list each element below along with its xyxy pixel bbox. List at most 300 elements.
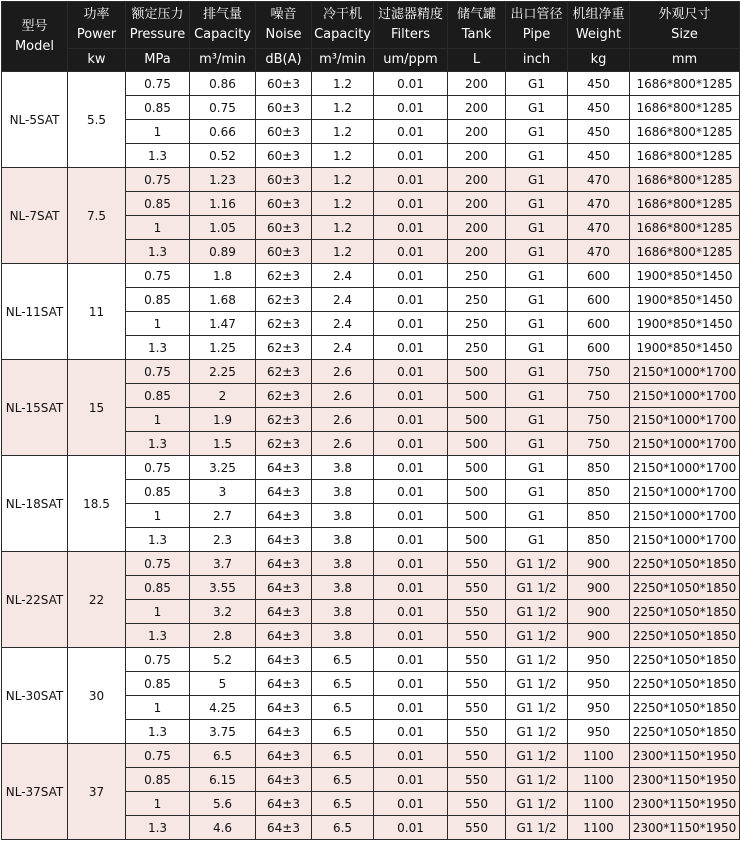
size-cell: 2300*1150*1950: [630, 792, 740, 816]
noise-cell: 62±3: [256, 408, 312, 432]
model-cell: NL-22SAT: [2, 552, 68, 648]
size-cell: 1686*800*1285: [630, 168, 740, 192]
header-tank: [448, 2, 506, 49]
size-cell: 1900*850*1450: [630, 312, 740, 336]
weight-cell: 900: [568, 600, 630, 624]
table-row: [2, 456, 740, 480]
pipe-cell: G1: [506, 264, 568, 288]
dryer-capacity-cell: 6.5: [312, 672, 374, 696]
pipe-cell: G1: [506, 216, 568, 240]
dryer-capacity-cell: 2.6: [312, 432, 374, 456]
size-cell: 2150*1000*1700: [630, 432, 740, 456]
size-cell: 2150*1000*1700: [630, 504, 740, 528]
noise-cell: 64±3: [256, 720, 312, 744]
header-pressure-cn: 额定压力: [131, 7, 184, 22]
header-noise-en: Noise: [265, 27, 302, 42]
dryer-capacity-cell: 2.4: [312, 288, 374, 312]
size-cell: 2250*1050*1850: [630, 720, 740, 744]
filters-cell: 0.01: [374, 168, 448, 192]
pressure-cell: 1.3: [126, 336, 190, 360]
tank-cell: 250: [448, 264, 506, 288]
dryer-capacity-cell: 1.2: [312, 216, 374, 240]
tank-cell: 550: [448, 768, 506, 792]
pressure-cell: 0.85: [126, 672, 190, 696]
pipe-cell: G1: [506, 504, 568, 528]
dryer-capacity-cell: 3.8: [312, 528, 374, 552]
pipe-cell: G1 1/2: [506, 768, 568, 792]
pressure-cell: 1.3: [126, 624, 190, 648]
dryer-capacity-cell: 6.5: [312, 792, 374, 816]
pipe-cell: G1: [506, 288, 568, 312]
noise-cell: 60±3: [256, 120, 312, 144]
weight-cell: 600: [568, 288, 630, 312]
tank-cell: 200: [448, 72, 506, 96]
header-tank-cn: 储气罐: [456, 7, 496, 22]
unit-tank: L: [448, 49, 506, 72]
table-row: [2, 552, 740, 576]
pipe-cell: G1 1/2: [506, 744, 568, 768]
noise-cell: 62±3: [256, 432, 312, 456]
dryer-capacity-cell: 6.5: [312, 816, 374, 840]
weight-cell: 850: [568, 528, 630, 552]
capacity-cell: 6.5: [190, 744, 256, 768]
pipe-cell: G1: [506, 528, 568, 552]
noise-cell: 60±3: [256, 240, 312, 264]
dryer-capacity-cell: 3.8: [312, 624, 374, 648]
pressure-cell: 0.75: [126, 552, 190, 576]
pressure-cell: 0.75: [126, 456, 190, 480]
dryer-capacity-cell: 3.8: [312, 576, 374, 600]
pressure-cell: 1: [126, 792, 190, 816]
capacity-cell: 1.8: [190, 264, 256, 288]
capacity-cell: 5.6: [190, 792, 256, 816]
dryer-capacity-cell: 1.2: [312, 168, 374, 192]
dryer-capacity-cell: 2.6: [312, 360, 374, 384]
pressure-cell: 1.3: [126, 240, 190, 264]
filters-cell: 0.01: [374, 432, 448, 456]
size-cell: 1686*800*1285: [630, 240, 740, 264]
noise-cell: 62±3: [256, 288, 312, 312]
noise-cell: 62±3: [256, 384, 312, 408]
weight-cell: 450: [568, 144, 630, 168]
size-cell: 2250*1050*1850: [630, 600, 740, 624]
capacity-cell: 0.66: [190, 120, 256, 144]
capacity-cell: 5.2: [190, 648, 256, 672]
pipe-cell: G1 1/2: [506, 600, 568, 624]
power-cell: 15: [68, 360, 126, 456]
dryer-capacity-cell: 3.8: [312, 552, 374, 576]
header-size-cn: 外观尺寸: [658, 7, 711, 22]
filters-cell: 0.01: [374, 216, 448, 240]
capacity-cell: 4.25: [190, 696, 256, 720]
power-cell: 18.5: [68, 456, 126, 552]
filters-cell: 0.01: [374, 480, 448, 504]
header-capacity: [190, 2, 256, 49]
weight-cell: 470: [568, 216, 630, 240]
tank-cell: 250: [448, 312, 506, 336]
pipe-cell: G1: [506, 240, 568, 264]
header-power: [68, 2, 126, 49]
pipe-cell: G1: [506, 72, 568, 96]
size-cell: 2300*1150*1950: [630, 768, 740, 792]
pressure-cell: 1: [126, 504, 190, 528]
table-row: [2, 648, 740, 672]
dryer-capacity-cell: 6.5: [312, 648, 374, 672]
capacity-cell: 3.7: [190, 552, 256, 576]
pipe-cell: G1: [506, 384, 568, 408]
noise-cell: 64±3: [256, 696, 312, 720]
power-cell: 37: [68, 744, 126, 840]
capacity-cell: 0.52: [190, 144, 256, 168]
table-row: [2, 72, 740, 96]
table-header: [2, 2, 740, 72]
size-cell: 2250*1050*1850: [630, 624, 740, 648]
tank-cell: 250: [448, 336, 506, 360]
size-cell: 2150*1000*1700: [630, 408, 740, 432]
tank-cell: 550: [448, 744, 506, 768]
pressure-cell: 0.85: [126, 576, 190, 600]
weight-cell: 850: [568, 504, 630, 528]
capacity-cell: 3.75: [190, 720, 256, 744]
filters-cell: 0.01: [374, 312, 448, 336]
header-weight-cn: 机组净重: [572, 7, 625, 22]
dryer-capacity-cell: 2.6: [312, 384, 374, 408]
pipe-cell: G1: [506, 168, 568, 192]
header-pipe-cn: 出口管径: [510, 7, 563, 22]
filters-cell: 0.01: [374, 504, 448, 528]
dryer-capacity-cell: 3.8: [312, 600, 374, 624]
dryer-capacity-cell: 6.5: [312, 768, 374, 792]
weight-cell: 470: [568, 168, 630, 192]
capacity-cell: 4.6: [190, 816, 256, 840]
filters-cell: 0.01: [374, 576, 448, 600]
filters-cell: 0.01: [374, 384, 448, 408]
filters-cell: 0.01: [374, 696, 448, 720]
noise-cell: 62±3: [256, 312, 312, 336]
dryer-capacity-cell: 3.8: [312, 456, 374, 480]
tank-cell: 500: [448, 504, 506, 528]
size-cell: 1686*800*1285: [630, 144, 740, 168]
weight-cell: 450: [568, 120, 630, 144]
size-cell: 2150*1000*1700: [630, 360, 740, 384]
pipe-cell: G1 1/2: [506, 552, 568, 576]
header-pipe-en: Pipe: [522, 27, 551, 42]
pipe-cell: G1 1/2: [506, 672, 568, 696]
size-cell: 1686*800*1285: [630, 72, 740, 96]
dryer-capacity-cell: 2.4: [312, 336, 374, 360]
noise-cell: 62±3: [256, 264, 312, 288]
noise-cell: 64±3: [256, 792, 312, 816]
pipe-cell: G1: [506, 432, 568, 456]
noise-cell: 60±3: [256, 192, 312, 216]
pipe-cell: G1: [506, 336, 568, 360]
size-cell: 1900*850*1450: [630, 336, 740, 360]
noise-cell: 60±3: [256, 72, 312, 96]
capacity-cell: 1.16: [190, 192, 256, 216]
weight-cell: 470: [568, 192, 630, 216]
filters-cell: 0.01: [374, 672, 448, 696]
filters-cell: 0.01: [374, 408, 448, 432]
capacity-cell: 1.68: [190, 288, 256, 312]
size-cell: 2300*1150*1950: [630, 816, 740, 840]
capacity-cell: 3.25: [190, 456, 256, 480]
pressure-cell: 1: [126, 600, 190, 624]
capacity-cell: 1.9: [190, 408, 256, 432]
power-cell: 7.5: [68, 168, 126, 264]
pressure-cell: 1: [126, 216, 190, 240]
filters-cell: 0.01: [374, 336, 448, 360]
tank-cell: 550: [448, 600, 506, 624]
tank-cell: 200: [448, 192, 506, 216]
size-cell: 1686*800*1285: [630, 192, 740, 216]
noise-cell: 64±3: [256, 768, 312, 792]
size-cell: 2300*1150*1950: [630, 744, 740, 768]
dryer-capacity-cell: 3.8: [312, 480, 374, 504]
size-cell: 1686*800*1285: [630, 120, 740, 144]
header-model: [2, 2, 68, 72]
table-row: [2, 264, 740, 288]
pipe-cell: G1: [506, 120, 568, 144]
capacity-cell: 3: [190, 480, 256, 504]
filters-cell: 0.01: [374, 192, 448, 216]
noise-cell: 64±3: [256, 624, 312, 648]
tank-cell: 550: [448, 576, 506, 600]
pipe-cell: G1 1/2: [506, 576, 568, 600]
dryer-capacity-cell: 1.2: [312, 144, 374, 168]
weight-cell: 850: [568, 456, 630, 480]
filters-cell: 0.01: [374, 792, 448, 816]
pressure-cell: 0.85: [126, 288, 190, 312]
weight-cell: 1100: [568, 768, 630, 792]
model-cell: NL-5SAT: [2, 72, 68, 168]
pressure-cell: 1.3: [126, 816, 190, 840]
noise-cell: 62±3: [256, 336, 312, 360]
size-cell: 1900*850*1450: [630, 288, 740, 312]
size-cell: 2150*1000*1700: [630, 384, 740, 408]
noise-cell: 64±3: [256, 480, 312, 504]
tank-cell: 550: [448, 696, 506, 720]
tank-cell: 550: [448, 648, 506, 672]
weight-cell: 750: [568, 408, 630, 432]
dryer-capacity-cell: 2.6: [312, 408, 374, 432]
pressure-cell: 0.85: [126, 384, 190, 408]
header-dryer-capacity: [312, 2, 374, 49]
table-row: [2, 744, 740, 768]
filters-cell: 0.01: [374, 744, 448, 768]
pipe-cell: G1: [506, 192, 568, 216]
tank-cell: 500: [448, 456, 506, 480]
noise-cell: 64±3: [256, 648, 312, 672]
noise-cell: 60±3: [256, 216, 312, 240]
pressure-cell: 1.3: [126, 720, 190, 744]
capacity-cell: 3.2: [190, 600, 256, 624]
pipe-cell: G1 1/2: [506, 816, 568, 840]
tank-cell: 550: [448, 816, 506, 840]
noise-cell: 60±3: [256, 144, 312, 168]
filters-cell: 0.01: [374, 96, 448, 120]
power-cell: 22: [68, 552, 126, 648]
tank-cell: 500: [448, 432, 506, 456]
unit-filters: um/ppm: [374, 49, 448, 72]
size-cell: 2250*1050*1850: [630, 552, 740, 576]
noise-cell: 64±3: [256, 504, 312, 528]
unit-pipe: inch: [506, 49, 568, 72]
tank-cell: 500: [448, 408, 506, 432]
weight-cell: 1100: [568, 792, 630, 816]
filters-cell: 0.01: [374, 768, 448, 792]
weight-cell: 850: [568, 480, 630, 504]
noise-cell: 64±3: [256, 816, 312, 840]
capacity-cell: 1.47: [190, 312, 256, 336]
pressure-cell: 1.3: [126, 432, 190, 456]
filters-cell: 0.01: [374, 144, 448, 168]
weight-cell: 950: [568, 720, 630, 744]
pressure-cell: 0.75: [126, 72, 190, 96]
tank-cell: 200: [448, 120, 506, 144]
table-body: [2, 72, 740, 840]
noise-cell: 64±3: [256, 600, 312, 624]
capacity-cell: 3.55: [190, 576, 256, 600]
header-row-units: [2, 49, 740, 72]
header-noise: [256, 2, 312, 49]
weight-cell: 750: [568, 432, 630, 456]
unit-noise: dB(A): [256, 49, 312, 72]
header-tank-en: Tank: [461, 27, 492, 42]
weight-cell: 1100: [568, 816, 630, 840]
dryer-capacity-cell: 2.4: [312, 264, 374, 288]
capacity-cell: 1.23: [190, 168, 256, 192]
tank-cell: 550: [448, 672, 506, 696]
pressure-cell: 0.75: [126, 168, 190, 192]
weight-cell: 450: [568, 72, 630, 96]
noise-cell: 64±3: [256, 672, 312, 696]
unit-pressure: MPa: [126, 49, 190, 72]
capacity-cell: 2.8: [190, 624, 256, 648]
weight-cell: 600: [568, 312, 630, 336]
pipe-cell: G1: [506, 480, 568, 504]
header-capacity-cn: 排气量: [202, 7, 242, 22]
header-noise-cn: 噪音: [270, 7, 297, 22]
pressure-cell: 0.75: [126, 360, 190, 384]
pipe-cell: G1 1/2: [506, 696, 568, 720]
header-row-names: [2, 2, 740, 49]
unit-size: mm: [630, 49, 740, 72]
pipe-cell: G1: [506, 96, 568, 120]
noise-cell: 62±3: [256, 360, 312, 384]
tank-cell: 200: [448, 144, 506, 168]
weight-cell: 600: [568, 336, 630, 360]
weight-cell: 1100: [568, 744, 630, 768]
size-cell: 1686*800*1285: [630, 96, 740, 120]
weight-cell: 450: [568, 96, 630, 120]
size-cell: 2250*1050*1850: [630, 576, 740, 600]
header-size-en: Size: [671, 27, 698, 42]
pressure-cell: 0.75: [126, 648, 190, 672]
model-cell: NL-11SAT: [2, 264, 68, 360]
filters-cell: 0.01: [374, 72, 448, 96]
pressure-cell: 0.85: [126, 480, 190, 504]
weight-cell: 950: [568, 672, 630, 696]
noise-cell: 60±3: [256, 168, 312, 192]
tank-cell: 550: [448, 624, 506, 648]
power-cell: 30: [68, 648, 126, 744]
weight-cell: 900: [568, 552, 630, 576]
model-cell: NL-30SAT: [2, 648, 68, 744]
size-cell: 1686*800*1285: [630, 216, 740, 240]
pipe-cell: G1 1/2: [506, 792, 568, 816]
size-cell: 1900*850*1450: [630, 264, 740, 288]
dryer-capacity-cell: 6.5: [312, 696, 374, 720]
dryer-capacity-cell: 6.5: [312, 744, 374, 768]
dryer-capacity-cell: 1.2: [312, 120, 374, 144]
pressure-cell: 0.75: [126, 744, 190, 768]
dryer-capacity-cell: 1.2: [312, 240, 374, 264]
dryer-capacity-cell: 6.5: [312, 720, 374, 744]
weight-cell: 950: [568, 648, 630, 672]
tank-cell: 550: [448, 792, 506, 816]
noise-cell: 64±3: [256, 552, 312, 576]
header-dryer-en: Capacity: [314, 27, 371, 42]
filters-cell: 0.01: [374, 288, 448, 312]
capacity-cell: 2: [190, 384, 256, 408]
unit-dryer-capacity: m³/min: [312, 49, 374, 72]
pipe-cell: G1: [506, 144, 568, 168]
size-cell: 2150*1000*1700: [630, 528, 740, 552]
filters-cell: 0.01: [374, 456, 448, 480]
capacity-cell: 0.86: [190, 72, 256, 96]
tank-cell: 200: [448, 168, 506, 192]
model-cell: NL-18SAT: [2, 456, 68, 552]
header-model-en: Model: [14, 38, 55, 54]
pipe-cell: G1: [506, 312, 568, 336]
capacity-cell: 6.15: [190, 768, 256, 792]
pipe-cell: G1: [506, 360, 568, 384]
dryer-capacity-cell: 3.8: [312, 504, 374, 528]
noise-cell: 60±3: [256, 96, 312, 120]
filters-cell: 0.01: [374, 360, 448, 384]
filters-cell: 0.01: [374, 264, 448, 288]
weight-cell: 950: [568, 696, 630, 720]
dryer-capacity-cell: 1.2: [312, 192, 374, 216]
size-cell: 2250*1050*1850: [630, 696, 740, 720]
tank-cell: 500: [448, 528, 506, 552]
header-filters-en: Filters: [391, 27, 430, 42]
header-pressure: [126, 2, 190, 49]
spec-table: [1, 1, 740, 840]
header-size: [630, 2, 740, 49]
pressure-cell: 0.85: [126, 768, 190, 792]
header-filters: [374, 2, 448, 49]
tank-cell: 200: [448, 96, 506, 120]
model-cell: NL-37SAT: [2, 744, 68, 840]
capacity-cell: 2.7: [190, 504, 256, 528]
model-cell: NL-15SAT: [2, 360, 68, 456]
capacity-cell: 1.5: [190, 432, 256, 456]
capacity-cell: 2.3: [190, 528, 256, 552]
header-pressure-en: Pressure: [129, 27, 186, 42]
capacity-cell: 0.75: [190, 96, 256, 120]
filters-cell: 0.01: [374, 528, 448, 552]
filters-cell: 0.01: [374, 600, 448, 624]
tank-cell: 500: [448, 360, 506, 384]
weight-cell: 750: [568, 384, 630, 408]
filters-cell: 0.01: [374, 552, 448, 576]
model-cell: NL-7SAT: [2, 168, 68, 264]
header-weight-en: Weight: [575, 27, 622, 42]
header-capacity-en: Capacity: [194, 27, 251, 42]
weight-cell: 750: [568, 360, 630, 384]
weight-cell: 900: [568, 624, 630, 648]
